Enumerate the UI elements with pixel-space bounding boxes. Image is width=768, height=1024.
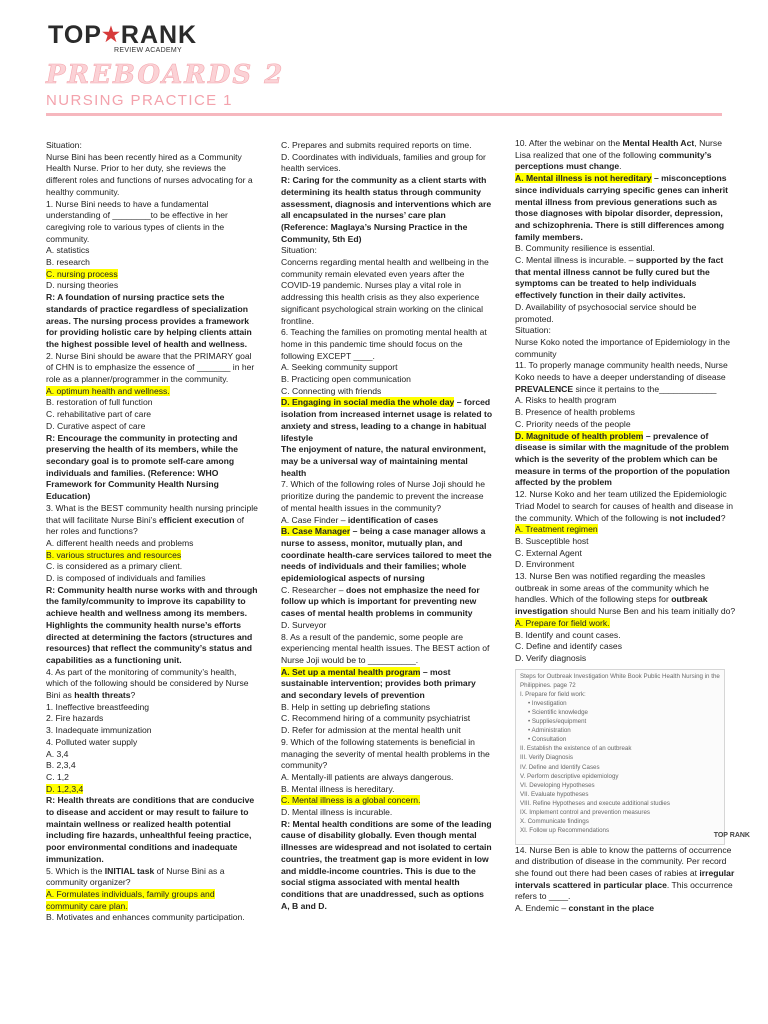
step-item: VII. Evaluate hypotheses [520,790,589,798]
figure-title: Steps for Outbreak Investigation White Book Public Health Nursing in the Philippines. page 72 [520,672,720,689]
step-item: • Consultation [528,736,567,744]
option: D. Refer for admission at the mental health unit [281,725,461,736]
answer-option: A. Set up a mental health program [281,666,421,677]
step-item: III. Verify Diagnosis [520,754,573,762]
brand-subtitle: REVIEW ACADEMY [114,47,182,54]
step-item: • Scientific knowledge [528,709,588,717]
answer-option: B. Case Manager [281,526,351,537]
answer-option: C. Mental illness is a global concern. [281,795,421,806]
option: C. Recommend hiring of a community psychiatrist [281,713,471,724]
situation-text: Nurse Bini has been recently hired as a Community Health Nurse. Prior to her duty, she reviews the different roles and functions of nurses advocating for a healthy community. [46,151,253,197]
option: C. External Agent [515,547,582,558]
brand-logo: TOP★RANK REVIEW ACADEMY [48,21,198,54]
option: B. Presence of health problems [515,407,635,418]
option: 2. Fire hazards [46,713,104,724]
option: D. Surveyor [281,619,327,630]
question-9: 9. Which of the following statements is beneficial in managing the severity of mental health problems in the community? [281,736,490,771]
option: D. is composed of individuals and families [46,573,206,584]
step-item: IV. Define and Identify Cases [520,763,600,771]
option: B. Help in setting up debriefing stations [281,701,431,712]
option: A. Seeking community support [281,362,398,373]
rationale: R: Caring for the community as a client starts with determining its health status through community assessment, diagnosis and interventions which are all encapsulated in the nurses’ care plan (Reference: Maglaya’s Nursing Practice in the Community, 5th Ed) [281,175,492,244]
option: C. Connecting with friends [281,385,382,396]
step-item: V. Perform descriptive epidemiology [520,772,619,780]
rationale: R: A foundation of nursing practice sets the standards of practice regardless of specialization areas. The nursing process provides a framework for providing holistic care by helping clients attain the highest possible level of health and wellness. [46,292,252,349]
page-subtitle: NURSING PRACTICE 1 [46,92,233,109]
column-2: C. Prepares and submits required reports on time. D. Coordinates with individuals, families and group for health services. R: Caring for the community as a client starts with determining its health status through community assessment, diagnosis and interventions which are all encapsulated in the nurses’ care plan (Reference: Maglaya’s Nursing Practice in the Community, 5th Ed) Situation: Concerns regarding mental health and wellbeing in the community remain elevated even years after the COVID-19 pandemic. Nurses play a vital role in addressing this health crisis as they also experience significant psychological strain working on the clinical frontline. 6. Teaching the families on promoting mental health at home in this pandemic time should focus on the following EXCEPT ____. A. Seeking community support B. Practicing open communication C. Connecting with friends D. Engaging in social media the whole day – forced isolation from increased internet usage is related to anxiety and stress, leading to a change in habitual lifestyle The enjoyment of nature, the natural environment, may be a universal way of maintaining mental health 7. Which of the following roles of Nurse Joji should he prioritize during the pandemic to prevent the increase of mental health issues in the community? A. Case Finder – identification of cases B. Case Manager – being a case manager allows a nurse to assess, monitor, mutually plan, and coordinate health-care services tailored to meet the needs of individuals and their families; whole epidemiological aspects of nursing C. Researcher – does not emphasize the need for follow up which is important for preventing new cases of mental health problems in community D. Surveyor 8. As a result of the pandemic, some people are experiencing mental health issues. The BEST action of Nurse Joji would be to __________. A. Set up a mental health program – most sustainable intervention; provides both primary and secondary levels of prevention B. Help in setting up debriefing stations C. Recommend hiring of a community psychiatrist D. Refer for admission at the mental health unit 9. Which of the following statements is beneficial in managing the severity of mental health problems in the community? A. Mentally-ill patients are always dangerous. B. Mental illness is hereditary. C. Mental illness is a global concern. D. Mental illness is incurable. R: Mental health conditions are some of the leading cause of disability globally. Even though mental illnesses are widespread and not isolated to certain countries, the treatment gap is more evident in low and middle-income countries. This is due to the social stigma associated with mental health conditions that are unaddressed, such as options A, B and D. [281,140,493,911]
option: B. 2,3,4 [46,760,76,771]
question-13: 13. Nurse Ben was notified regarding the measles outbreak in some areas of the community which he handles. Which of the following steps for outbreak investigation should Nurse Ben and his team initially do? [515,571,736,617]
option: C. is considered as a primary client. [46,561,183,572]
option: D. Curative aspect of care [46,420,146,431]
question-4: 4. As part of the monitoring of community’s health, which of the following should be considered by Nurse Bini as health threats? [46,666,249,701]
column-3: 10. After the webinar on the Mental Health Act, Nurse Lisa realized that one of the following community’s perceptions must change. A. Mental illness is not hereditary – misconceptions since individuals carrying specific genes can inherit mental illness from previous generations such as those diagnoses with bipolar disorder, depression, and schizophrenia. There is still differences among family members. B. Community resilience is essential. C. Mental illness is incurable. – supported by the fact that mental illness cannot be fully cured but the symptoms can be treated to help individuals effectively function in their daily activites. D. Availability of psychosocial service should be promoted. Situation: Nurse Koko noted the importance of Epidemiology in the community 11. To properly manage community health needs, Nurse Koko needs to have a deeper understanding of disease PREVALENCE since it pertains to the____________ A. Risks to health program B. Presence of health problems C. Priority needs of the people D. Magnitude of health problem – prevalence of disease is similar with the magnitude of the problem which is the severity of the problem which can be measure in terms of the proportion of the population affected by the problem 12. Nurse Koko and her team utilized the Epidemiologic Triad Model to search for causes of health and disease in the community. Which of the following is not included? A. Treatment regimen B. Susceptible host C. External Agent D. Environment 13. Nurse Ben was notified regarding the measles outbreak in some areas of the community which he handles. Which of the following steps for outbreak investigation should Nurse Ben and his team initially do? A. Prepare for field work. B. Identify and count cases. C. Define and identify cases D. Verify diagnosis Steps for Outbreak Investigation White Book Public Health Nursing in the Philippines. page 72 I. Prepare for field work: • Investigation • Scientific knowledge • Supplies/equipment • Administration • Consultation II. Establish the existence of an outbreak III. Verify Diagnosis IV. Define and Identify Cases V. Perform descriptive epidemiology VI. Developing Hypotheses VII. Evaluate hypotheses VIII. Refine Hypotheses and execute additional studies IX. Implement control and prevention measures X. Communicate findings XI. Follow up Recommendations TOP RANK 14. Nurse Ben is able to know the patterns of occurrence and distribution of disease in the community. Per record she found out there had been cases of rabies at irregular intervals scattered in particular place. This occurrence refers to ____. A. Endemic – constant in the place [515,138,750,914]
option: 4. Polluted water supply [46,736,138,747]
column-1 [46,140,258,924]
option: C. Priority needs of the people [515,418,631,429]
step-item: • Administration [528,727,571,735]
option: D. Environment [515,559,575,570]
option: B. research [46,257,90,268]
answer-option: C. nursing process [46,268,118,279]
figure-logo: TOP RANK [713,831,750,839]
step-item: X. Communicate findings [520,818,589,826]
answer-option: A. Treatment regimen [515,524,598,535]
option: C. Prepares and submits required reports on time. [281,140,472,150]
answer-option: D. Magnitude of health problem [515,430,644,441]
step-item: II. Establish the existence of an outbreak [520,745,632,753]
option: B. Susceptible host [515,535,589,546]
situation-label: Situation: [46,140,82,150]
rationale: R: Health threats are conditions that are conducive to disease and accident or may result to failure to maintain wellness or realized health potential including fire hazards, unhealthful feeing practice, poor environmental conditions and inadequate immunization. [46,795,255,864]
rationale: R: Encourage the community in protecting and preserving the health of its members, while the secondary goal is to promote self-care among individuals and families. (Reference: WHO Framework for Community Health Nursing Education) [46,432,238,502]
question-7: 7. Which of the following roles of Nurse Joji should he prioritize during the pandemic to prevent the increase of mental health issues in the community? [281,479,485,513]
answer-option: D. 1,2,3,4 [46,783,84,794]
question-2: 2. Nurse Bini should be aware that the PRIMARY goal of CHN is to emphasize the essence of _______ in her role as a planner/programmer in the community. [46,350,255,385]
answer-option: D. Engaging in social media the whole day [281,397,455,408]
option: D. Mental illness is incurable. [281,807,393,818]
step-item: • Supplies/equipment [528,718,587,726]
option: A. Mentally-ill patients are always dangerous. [281,771,454,782]
option: A. different health needs and problems [46,537,194,548]
option: B. Motivates and enhances community participation. [46,912,245,923]
option: 1. Ineffective breastfeeding [46,701,150,712]
outbreak-steps-figure [515,669,750,845]
step-item: XI. Follow up Recommendations [520,827,610,835]
option: B. Identify and count cases. [515,629,621,640]
option: A. Risks to health program [515,395,617,406]
option: C. rehabilitative part of care [46,409,152,420]
answer-option: A. Prepare for field work. [515,617,610,628]
option: C. 1,2 [46,771,69,782]
option: A. statistics [46,245,90,256]
header-divider [46,113,722,116]
question-12: 12. Nurse Koko and her team utilized the Epidemiologic Triad Model to search for causes of health and disease in the community. Which of the following is not included? [515,489,733,523]
step-item: IX. Implement control and prevention measures [520,809,651,817]
question-1: 1. Nurse Bini needs to have a fundamental understanding of ________to be effective in her caregiving role to various types of clients in the community. [46,198,228,244]
answer-option: B. various structures and resources [46,549,182,560]
question-8: 8. As a result of the pandemic, some people are experiencing mental health issues. The BEST action of Nurse Joji would be to __________. [281,631,490,665]
option: B. Practicing open communication [281,374,411,385]
step-item: VI. Developing Hypotheses [520,781,595,789]
option: 3. Inadequate immunization [46,725,152,736]
question-5: 5. Which is the INITIAL task of Nurse Bini as a community organizer? [46,865,225,888]
step-item: I. Prepare for field work: [520,690,586,698]
answer-option: A. Formulates individuals, family groups and community care plan. [46,889,215,911]
question-3: 3. What is the BEST community health nursing principle that will facilitate Nurse Bini’s efficient execution of her roles and functions? [46,502,258,537]
situation-text: Concerns regarding mental health and wellbeing in the community remain elevated even years after the COVID-19 pandemic. Nurses play a vital role in addressing this health crisis as they also experience significant psychological strain working on the clinical frontline. [281,257,489,326]
answer-option: A. optimum health and wellness. [46,385,170,396]
answer-option: A. Mental illness is not hereditary [515,173,652,184]
question-6: 6. Teaching the families on promoting mental health at home in this pandemic time should focus on the following EXCEPT ____. [281,327,487,361]
rationale: The enjoyment of nature, the natural environment, may be a universal way of maintaining mental health [281,444,486,478]
option: D. nursing theories [46,280,119,291]
question-10: 10. After the webinar on the Mental Health Act, Nurse Lisa realized that one of the following community’s perceptions must change. [515,138,722,172]
rationale: R: Mental health conditions are some of the leading cause of disability globally. Even though mental illnesses are widespread and not isolated to certain countries, the treatment gap is more evident in low and middle-income countries. This is due to the social stigma associated with mental health conditions that are unaddressed, such as options A, B and D. [281,818,492,911]
star-icon: ★ [101,24,121,46]
steps-list [520,690,720,836]
rationale: R: Community health nurse works with and through the family/community to improve its capability to achieve health and wellness among its members. Highlights the community health nurse’s efforts directed at determining the factors (structures and resources) that reflect the community’s status and capabilities as a functioning unit. [46,584,258,665]
question-14: 14. Nurse Ben is able to know the patterns of occurrence and distribution of disease in the community. Per record she found out there had been cases of rabies at irregular intervals scattered in particular place. This occurrence refers to ____. [515,844,735,902]
option: B. Mental illness is hereditary. [281,783,395,794]
option: A. 3,4 [46,748,69,759]
option: C. Define and identify cases [515,641,623,652]
option: B. Community resilience is essential. [515,243,655,254]
option: B. restoration of full function [46,397,153,408]
option: D. Availability of psychosocial service should be promoted. [515,301,697,324]
step-item: • Investigation [528,699,567,707]
option: D. Coordinates with individuals, families and group for health services. [281,151,486,174]
step-item: VIII. Refine Hypotheses and execute additional studies [520,799,670,807]
situation-text: Nurse Koko noted the importance of Epidemiology in the community [515,336,730,359]
option: D. Verify diagnosis [515,652,587,663]
page-title: PREBOARDS 2 [46,60,285,90]
situation-label: Situation: [515,325,551,336]
situation-label: Situation: [281,245,317,256]
question-11: 11. To properly manage community health needs, Nurse Koko needs to have a deeper understanding of disease PREVALENCE since it pertains to the____________ [515,360,728,394]
